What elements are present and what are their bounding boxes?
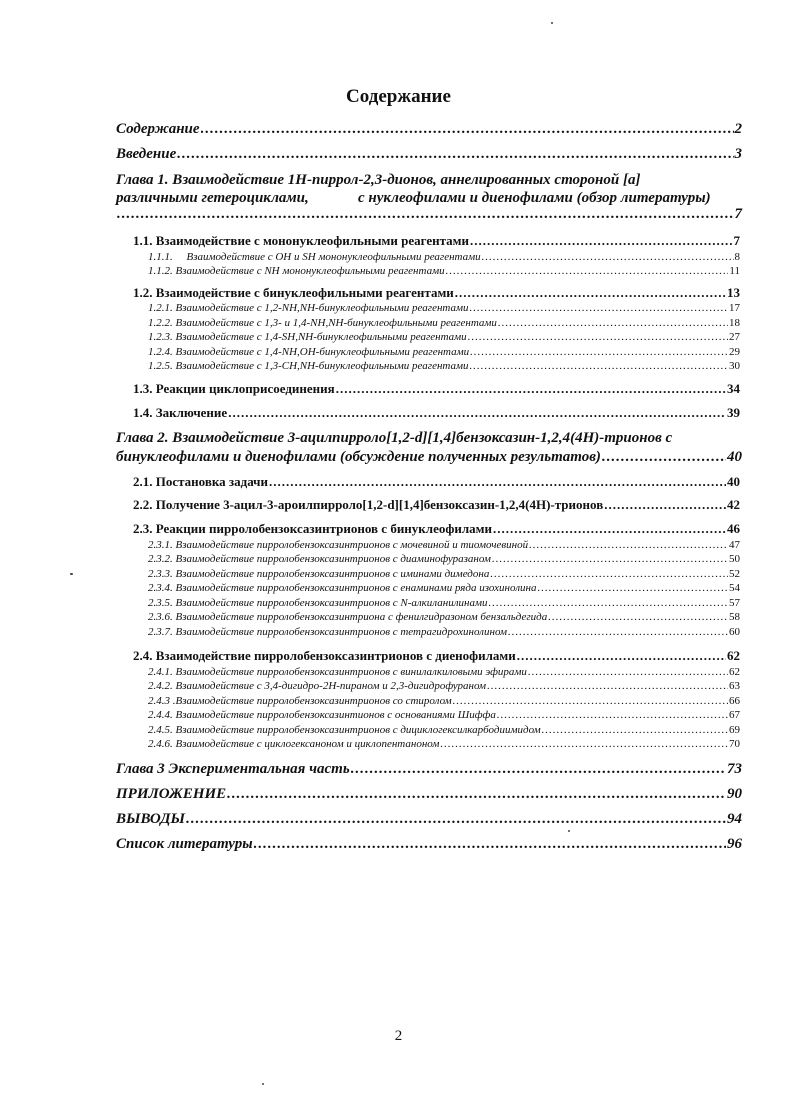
- toc-subsection-1-2-3[interactable]: 1.2.3. Взаимодействие с 1,4-SH,NH-бинуклеофильными реагентами ..... 27: [148, 331, 740, 343]
- scan-speck: [568, 830, 570, 832]
- toc-section-2-3[interactable]: 2.3. Реакции пирролобензоксазинтрионов с бинуклеофилами ..... 46: [133, 521, 740, 537]
- toc-entry-introduction[interactable]: Введение ..... 3: [116, 146, 742, 163]
- toc-chapter2-line1[interactable]: Глава 2. Взаимодействие 3-ацилпирроло[1,2-d][1,4]бензоксазин-1,2,4(4Н)-трионов с: [116, 430, 673, 446]
- toc-chapter3[interactable]: Глава 3 Экспериментальная часть ..... 73: [116, 761, 742, 778]
- toc-subsection-2-3-7[interactable]: 2.3.7. Взаимодействие пирролобензоксазинтрионов с тетрагидрохинолином ..... 60: [148, 626, 740, 638]
- toc-subsection-2-3-3[interactable]: 2.3.3. Взаимодействие пирролобензоксазинтрионов с иминами димедона ..... 52: [148, 568, 740, 580]
- toc-entry-conclusions[interactable]: ВЫВОДЫ ..... 94: [116, 811, 742, 828]
- toc-subsection-1-2-1[interactable]: 1.2.1. Взаимодействие с 1,2-NH,NH-бинуклеофильными реагентами ..... 17: [148, 302, 740, 314]
- toc-section-1-1[interactable]: 1.1. Взаимодействие с мононуклеофильными реагентами ..... 7: [133, 233, 740, 249]
- toc-subsection-2-4-4[interactable]: 2.4.4. Взаимодействие пирролобензоксазинтионов с основаниями Шиффа ..... 67: [148, 709, 740, 721]
- toc-section-1-3[interactable]: 1.3. Реакции циклоприсоединения ..... 34: [133, 381, 740, 397]
- scan-speck: [551, 22, 553, 24]
- toc-subsection-1-2-5[interactable]: 1.2.5. Взаимодействие с 1,3-CH,NH-бинуклеофильными реагентами ..... 30: [148, 360, 740, 372]
- toc-subsection-1-2-2[interactable]: 1.2.2. Взаимодействие с 1,3- и 1,4-NH,NH-бинуклеофильными реагентами ..... 18: [148, 317, 740, 329]
- toc-section-1-2[interactable]: 1.2. Взаимодействие с бинуклеофильными реагентами ..... 13: [133, 285, 740, 301]
- toc-subsection-2-3-2[interactable]: 2.3.2. Взаимодействие пирролобензоксазинтрионов с диаминофуразаном ..... 50: [148, 553, 740, 565]
- toc-chapter2-line2[interactable]: бинуклеофилами и диенофилами (обсуждение полученных результатов) ..... 40: [116, 449, 742, 466]
- toc-entry-appendix[interactable]: ПРИЛОЖЕНИЕ ..... 90: [116, 786, 742, 803]
- toc-subsection-2-3-5[interactable]: 2.3.5. Взаимодействие пирролобензоксазинтрионов с N-алкиланилинами ..... 57: [148, 597, 740, 609]
- scan-speck: [262, 1083, 264, 1085]
- page-number: 2: [394, 1028, 403, 1044]
- toc-subsection-2-4-2[interactable]: 2.4.2. Взаимодействие с 3,4-дигидро-2Н-пираном и 2,3-дигидрофураном ..... 63: [148, 680, 740, 692]
- toc-chapter1-leader[interactable]: ..... 7: [116, 206, 742, 223]
- toc-subsection-1-2-4[interactable]: 1.2.4. Взаимодействие с 1,4-NH,OH-бинуклеофильными реагентами ..... 29: [148, 346, 740, 358]
- toc-chapter1-line1[interactable]: Глава 1. Взаимодействие 1Н-пиррол-2,3-дионов, аннелированных стороной [а]: [116, 172, 641, 188]
- toc-subsection-2-4-3[interactable]: 2.4.3 .Взаимодействие пирролобензоксазинтрионов со стиролом ..... 66: [148, 695, 740, 707]
- toc-section-2-2[interactable]: 2.2. Получение 3-ацил-3-ароилпирроло[1,2-d][1,4]бензоксазин-1,2,4(4Н)-трионов ..... 42: [133, 497, 740, 513]
- page-title: Содержание: [346, 86, 451, 107]
- toc-chapter1-line2b[interactable]: с нуклеофилами и диенофилами (обзор литературы): [358, 190, 711, 206]
- toc-subsection-2-4-1[interactable]: 2.4.1. Взаимодействие пирролобензоксазинтрионов с винилалкиловыми эфирами ..... 62: [148, 666, 740, 678]
- toc-subsection-1-1-2[interactable]: 1.1.2. Взаимодействие с NH мононуклеофильными реагентами ..... 11: [148, 265, 740, 277]
- toc-subsection-2-3-6[interactable]: 2.3.6. Взаимодействие пирролобензоксазинтриона с фенилгидразоном бензальдегида ..... 58: [148, 611, 740, 623]
- toc-entry-contents[interactable]: Содержание ..... 2: [116, 121, 742, 138]
- scan-speck: [70, 573, 73, 575]
- toc-section-2-4[interactable]: 2.4. Взаимодействие пирролобензоксазинтрионов с диенофилами ..... 62: [133, 648, 740, 664]
- toc-subsection-2-3-4[interactable]: 2.3.4. Взаимодействие пирролобензоксазинтрионов с енаминами ряда изохинолина ..... 54: [148, 582, 740, 594]
- toc-section-1-4[interactable]: 1.4. Заключение ..... 39: [133, 405, 740, 421]
- toc-subsection-2-4-5[interactable]: 2.4.5. Взаимодействие пирролобензоксазинтрионов с дициклогексилкарбодиимидом ..... 69: [148, 724, 740, 736]
- toc-entry-references[interactable]: Список литературы ..... 96: [116, 836, 742, 853]
- toc-subsection-2-3-1[interactable]: 2.3.1. Взаимодействие пирролобензоксазинтрионов с мочевиной и тиомочевиной ..... 47: [148, 539, 740, 551]
- toc-subsection-1-1-1[interactable]: 1.1.1. Взаимодействие с OH и SH мононуклеофильными реагентами ..... 8: [148, 251, 740, 263]
- toc-subsection-2-4-6[interactable]: 2.4.6. Взаимодействие с циклогексаноном и циклопентаноном ..... 70: [148, 738, 740, 750]
- toc-section-2-1[interactable]: 2.1. Постановка задачи ..... 40: [133, 474, 740, 490]
- toc-chapter1-line2a[interactable]: различными гетероциклами,: [116, 190, 309, 206]
